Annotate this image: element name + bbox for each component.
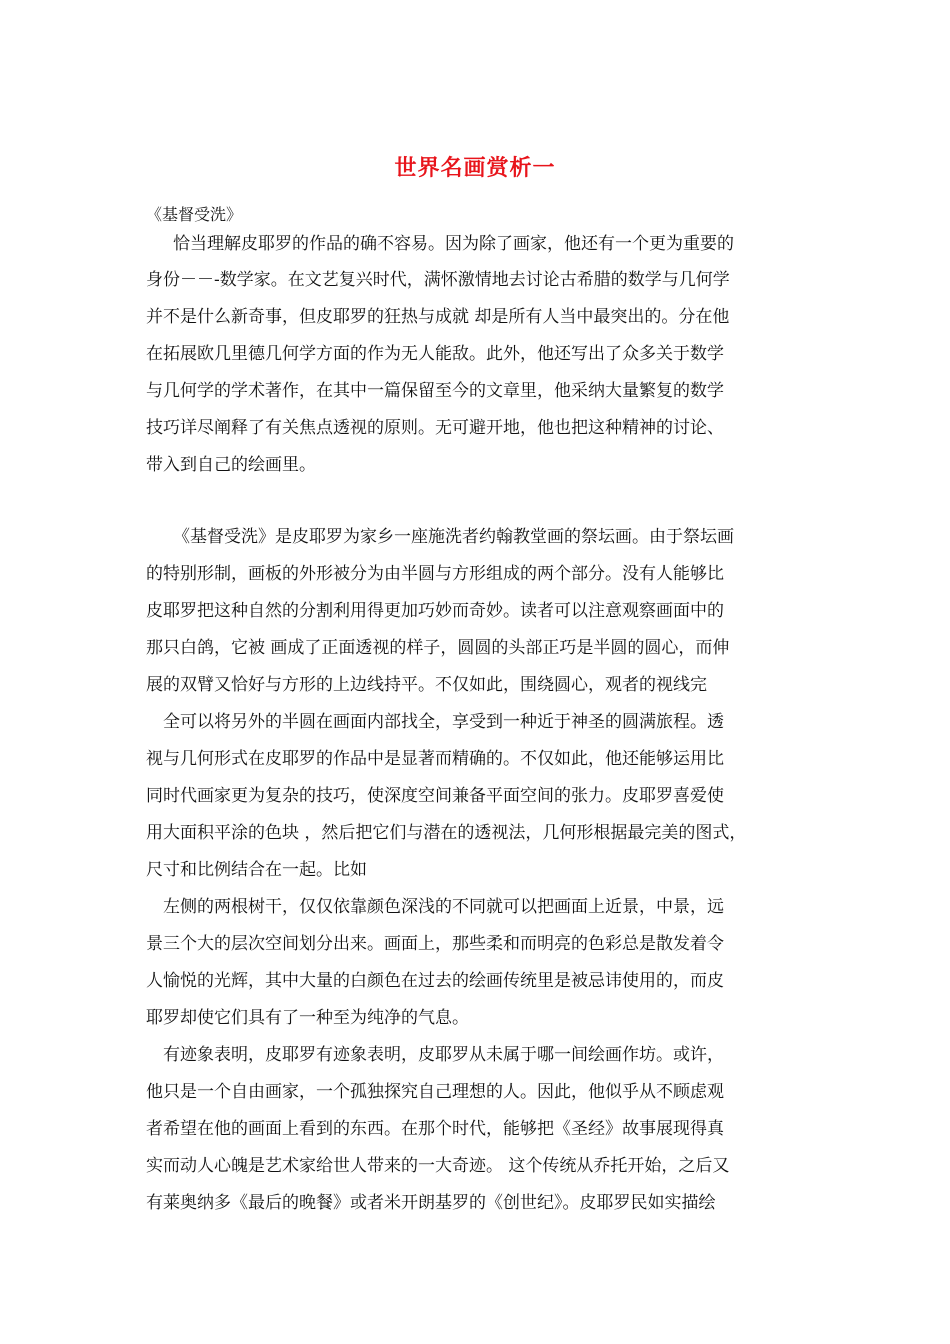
paragraph-line: 用大面积平涂的色块 ，然后把它们与潜在的透视法，几何形根据最完美的图式，	[146, 823, 747, 843]
paragraph-line: 皮耶罗把这种自然的分割利用得更加巧妙而奇妙。读者可以注意观察画面中的	[146, 601, 724, 621]
document-title: 世界名画赏析一	[394, 155, 556, 181]
paragraph-line: 者希望在他的画面上看到的东西。在那个时代，能够把《圣经》故事展现得真	[146, 1119, 724, 1139]
paragraph-line: 在拓展欧几里德几何学方面的作为无人能敌。此外，他还写出了众多关于数学	[146, 344, 724, 364]
painting-title: 《基督受洗》	[146, 205, 243, 224]
paragraph-line: 同时代画家更为复杂的技巧，使深度空间兼备平面空间的张力。皮耶罗喜爱使	[146, 786, 724, 806]
paragraph-line: 恰当理解皮耶罗的作品的确不容易。因为除了画家，他还有一个更为重要的	[173, 234, 734, 254]
paragraph-line: 带入到自己的绘画里。	[146, 455, 316, 475]
paragraph-line: 展的双臂又恰好与方形的上边线持平。不仅如此，围绕圆心，观者的视线完	[146, 675, 707, 695]
paragraph-line: 的特别形制，画板的外形被分为由半圆与方形组成的两个部分。没有人能够比	[146, 564, 724, 584]
paragraph-line: 全可以将另外的半圆在画面内部找全，享受到一种近于神圣的圆满旅程。透	[163, 712, 724, 732]
paragraph-line: 《基督受洗》是皮耶罗为家乡一座施洗者约翰教堂画的祭坛画。由于祭坛画	[173, 527, 734, 547]
paragraph-line: 与几何学的学术著作，在其中一篇保留至今的文章里，他采纳大量繁复的数学	[146, 381, 724, 401]
paragraph-line: 左侧的两根树干，仅仅依靠颜色深浅的不同就可以把画面上近景，中景，远	[163, 897, 724, 917]
paragraph-line: 他只是一个自由画家，一个孤独探究自己理想的人。因此，他似乎从不顾虑观	[146, 1082, 724, 1102]
paragraph-line: 那只白鸽，它被 画成了正面透视的样子，圆圆的头部正巧是半圆的圆心，而伸	[146, 638, 730, 658]
paragraph-line: 身份－－-数学家。在文艺复兴时代，满怀激情地去讨论古希腊的数学与几何学	[146, 270, 730, 290]
paragraph-line: 有莱奥纳多《最后的晚餐》或者米开朗基罗的《创世纪》。皮耶罗民如实描绘	[146, 1193, 716, 1213]
paragraph-line: 技巧详尽阐释了有关焦点透视的原则。无可避开地，他也把这种精神的讨论、	[146, 418, 724, 438]
paragraph-line: 景三个大的层次空间划分出来。画面上，那些柔和而明亮的色彩总是散发着令	[146, 934, 724, 954]
paragraph-line: 尺寸和比例结合在一起。比如	[146, 860, 367, 880]
paragraph-line: 有迹象表明，皮耶罗有迹象表明，皮耶罗从未属于哪一间绘画作坊。或许，	[163, 1045, 724, 1065]
paragraph-line: 耶罗却使它们具有了一种至为纯净的气息。	[146, 1008, 469, 1028]
paragraph-line: 视与几何形式在皮耶罗的作品中是显著而精确的。不仅如此，他还能够运用比	[146, 749, 724, 769]
paragraph-line: 并不是什么新奇事，但皮耶罗的狂热与成就 却是所有人当中最突出的。分在他	[146, 307, 730, 327]
paragraph-line: 实而动人心魄是艺术家给世人带来的一大奇迹。 这个传统从乔托开始，之后又	[146, 1156, 730, 1176]
paragraph-line: 人愉悦的光辉，其中大量的白颜色在过去的绘画传统里是被忌讳使用的，而皮	[146, 971, 724, 991]
